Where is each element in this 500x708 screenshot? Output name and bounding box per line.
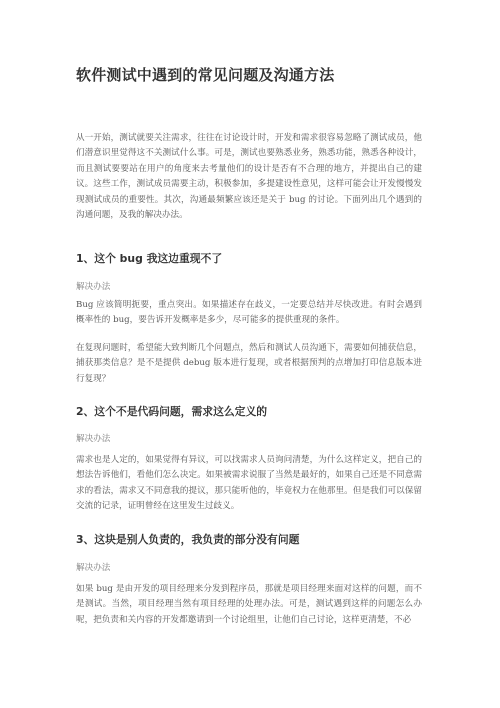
section-2-subheading: 解决办法 [76,434,111,444]
section-1-paragraph-1: Bug 应该简明扼要，重点突出。如果描述存在歧义，一定要总结并尽快改进。有时会遇到概率性的 bug，要告诉开发概率是多少，尽可能多的提供重现的条件。 [76,300,422,326]
document-title: 软件测试中遇到的常见问题及沟通方法 [76,66,335,84]
section-2-paragraph-1: 需求也是人定的，如果觉得有异议，可以找需求人员询问清楚，为什么这样定义，把自己的想法告诉他们，看他们怎么决定。如果被需求说服了当然是最好的，如果自己还是不同意需求的看法，需求又不同意我的提议，那只能听他的，毕竟权力在他那里。但是我们可以保留交流的记录，证明曾经在这里发生过歧义。 [76,455,422,512]
section-3-subheading: 解决办法 [76,563,111,573]
section-3-paragraph-1: 如果 bug 是由开发的项目经理来分发到程序员，那就是项目经理来面对这样的问题，而不是测试。当然，项目经理当然有项目经理的处理办法。可是，测试遇到这样的问题怎么办呢，把负责和关内容的开发都邀请到一个讨论组里，让他们自己讨论，这样更清楚，不必 [76,584,422,625]
section-3-heading: 3、这块是别人负责的，我负责的部分没有问题 [76,533,300,546]
section-1-paragraph-2: 在复现问题时，希望能大致判断几个问题点，然后和测试人员沟通下，需要如何捕获信息，捕获那类信息？是不是提供 debug 版本进行复现，或者根据预判的点增加打印信息版本进行复现？ [76,343,422,384]
section-1-subheading: 解决办法 [76,282,111,292]
intro-paragraph: 从一开始，测试就要关注需求，往往在讨论设计时，开发和需求很容易忽略了测试成员，他们潜意识里觉得这不关测试什么事。可是，测试也要熟悉业务，熟悉功能，熟悉各种设计，而且测试要要站在用户的角度来去考量他们的设计是否有不合理的地方，并提出自己的建议。这些工作，测试成员需要主动，积极参加，多提建设性意见，这样可能会让开发慢慢发现测试成员的重要性。其次，沟通最频繁应该还是关于 bug 的讨论。下面列出几个遇到的沟通问题，及我的解决办法。 [76,133,422,221]
section-1-heading: 1、这个 bug 我这边重现不了 [76,252,223,265]
section-2-heading: 2、这个不是代码问题，需求这么定义的 [76,405,268,418]
